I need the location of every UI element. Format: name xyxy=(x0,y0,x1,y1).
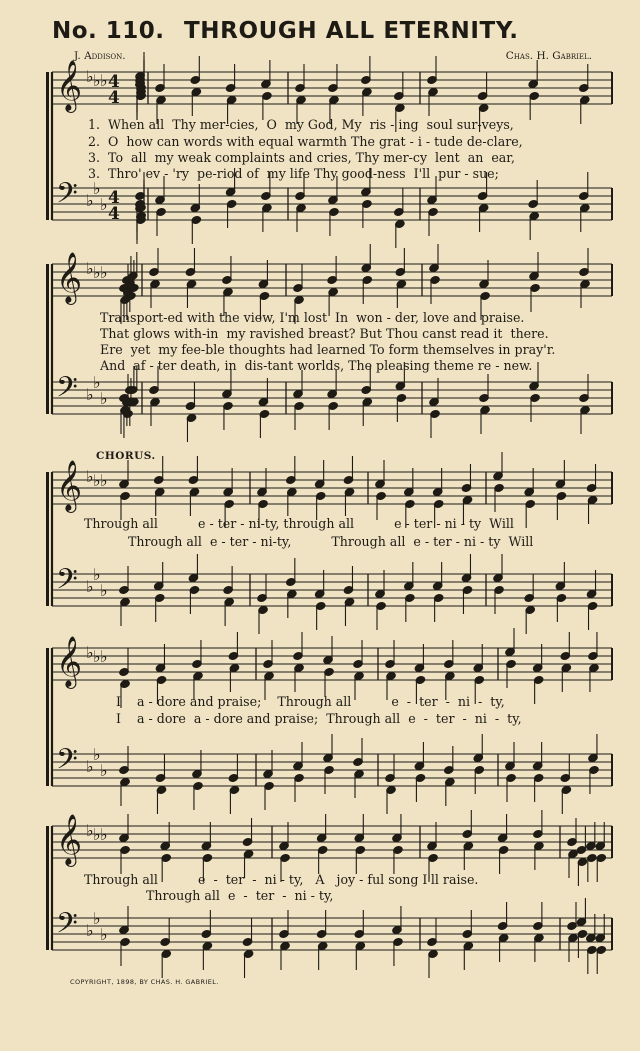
flat-sign: ♭ xyxy=(86,921,94,940)
flat-sign: ♭ xyxy=(93,179,101,198)
flat-sign: ♭ xyxy=(100,263,108,282)
treble-clef: 𝄞 xyxy=(56,814,83,865)
flat-sign: ♭ xyxy=(86,577,94,596)
flat-sign: ♭ xyxy=(93,263,101,282)
hymn-title: THROUGH ALL ETERNITY. xyxy=(184,18,519,44)
bass-clef: 𝄢 xyxy=(56,371,78,411)
flat-sign: ♭ xyxy=(100,71,108,90)
flat-sign: ♭ xyxy=(86,191,94,210)
verse-1-line-2: Transport-ed with the view, I'm lost In won - der, love and praise. xyxy=(100,310,525,325)
flat-sign: ♭ xyxy=(93,71,101,90)
treble-clef: 𝄞 xyxy=(56,60,83,111)
system-brace xyxy=(46,826,49,950)
verse-4-line-1: 3. Thro' ev - 'ry pe-riod of my life Thy good-ness I'll pur - sue; xyxy=(88,166,499,181)
composer-credit: Chas. H. Gabriel. xyxy=(505,50,592,62)
flat-sign: ♭ xyxy=(93,565,101,584)
chorus-line-1-soprano: Through all e - ter - ni-ty, through all e - ter - ni - ty Will xyxy=(84,516,514,531)
flat-sign: ♭ xyxy=(100,925,108,944)
flat-sign: ♭ xyxy=(86,821,94,840)
flat-sign: ♭ xyxy=(100,761,108,780)
verse-3-line-1: 3. To all my weak complaints and cries, Thy mer-cy lent an ear, xyxy=(88,150,515,165)
flat-sign: ♭ xyxy=(93,471,101,490)
bass-clef: 𝄢 xyxy=(56,907,78,947)
flat-sign: ♭ xyxy=(93,909,101,928)
flat-sign: ♭ xyxy=(93,373,101,392)
treble-clef: 𝄞 xyxy=(56,460,83,511)
flat-sign: ♭ xyxy=(86,259,94,278)
flat-sign: ♭ xyxy=(93,745,101,764)
hymn-number: No. 110. xyxy=(52,18,165,44)
system-brace xyxy=(46,648,49,786)
time-signature: 4 xyxy=(108,72,120,92)
verse-4-line-2: And af - ter death, in dis-tant worlds, The pleasing theme re - new. xyxy=(100,358,533,373)
flat-sign: ♭ xyxy=(86,385,94,404)
verse-2-line-2: That glows with-in my ravished breast? But Thou canst read it there. xyxy=(100,326,549,341)
flat-sign: ♭ xyxy=(100,471,108,490)
chorus-line-2-bass: I a - dore a - dore and praise; Through all e - ter - ni - ty, xyxy=(116,711,522,726)
verse-1-line-1: 1. When all Thy mer-cies, O my God, My ris - ing soul sur-veys, xyxy=(88,117,514,132)
flat-sign: ♭ xyxy=(100,195,108,214)
verse-3-line-2: Ere yet my fee-ble thoughts had learned To form themselves in pray'r. xyxy=(100,342,556,357)
flat-sign: ♭ xyxy=(86,67,94,86)
copyright-notice: COPYRIGHT, 1898, BY CHAS. H. GABRIEL. xyxy=(70,978,219,986)
chorus-line-2-soprano: I a - dore and praise; Through all e - ter - ni - ty, xyxy=(116,694,505,709)
chorus-line-3-bass: Through all e - ter - ni - ty, xyxy=(146,888,334,903)
chorus-label: CHORUS. xyxy=(96,450,156,462)
chorus-line-3-soprano: Through all e - ter - ni - ty, A joy - ful song I'll raise. xyxy=(84,872,479,887)
flat-sign: ♭ xyxy=(86,757,94,776)
treble-clef: 𝄞 xyxy=(56,636,83,687)
time-signature: 4 xyxy=(108,204,120,224)
bass-clef: 𝄢 xyxy=(56,563,78,603)
flat-sign: ♭ xyxy=(100,389,108,408)
time-signature: 4 xyxy=(108,188,120,208)
author-credit: J. Addison. xyxy=(74,50,126,62)
bass-clef: 𝄢 xyxy=(56,743,78,783)
time-signature: 4 xyxy=(108,88,120,108)
treble-clef: 𝄞 xyxy=(56,252,83,303)
flat-sign: ♭ xyxy=(93,647,101,666)
flat-sign: ♭ xyxy=(100,825,108,844)
chorus-line-1-bass: Through all e - ter - ni-ty, Through all e - ter - ni - ty Will xyxy=(128,534,534,549)
verse-2-line-1: 2. O how can words with equal warmth The grat - i - tude de-clare, xyxy=(88,134,523,149)
flat-sign: ♭ xyxy=(86,643,94,662)
flat-sign: ♭ xyxy=(93,825,101,844)
bass-clef: 𝄢 xyxy=(56,177,78,217)
flat-sign: ♭ xyxy=(100,647,108,666)
system-brace xyxy=(46,472,49,606)
flat-sign: ♭ xyxy=(86,467,94,486)
system-brace xyxy=(46,264,49,414)
flat-sign: ♭ xyxy=(100,581,108,600)
system-brace xyxy=(46,72,49,220)
